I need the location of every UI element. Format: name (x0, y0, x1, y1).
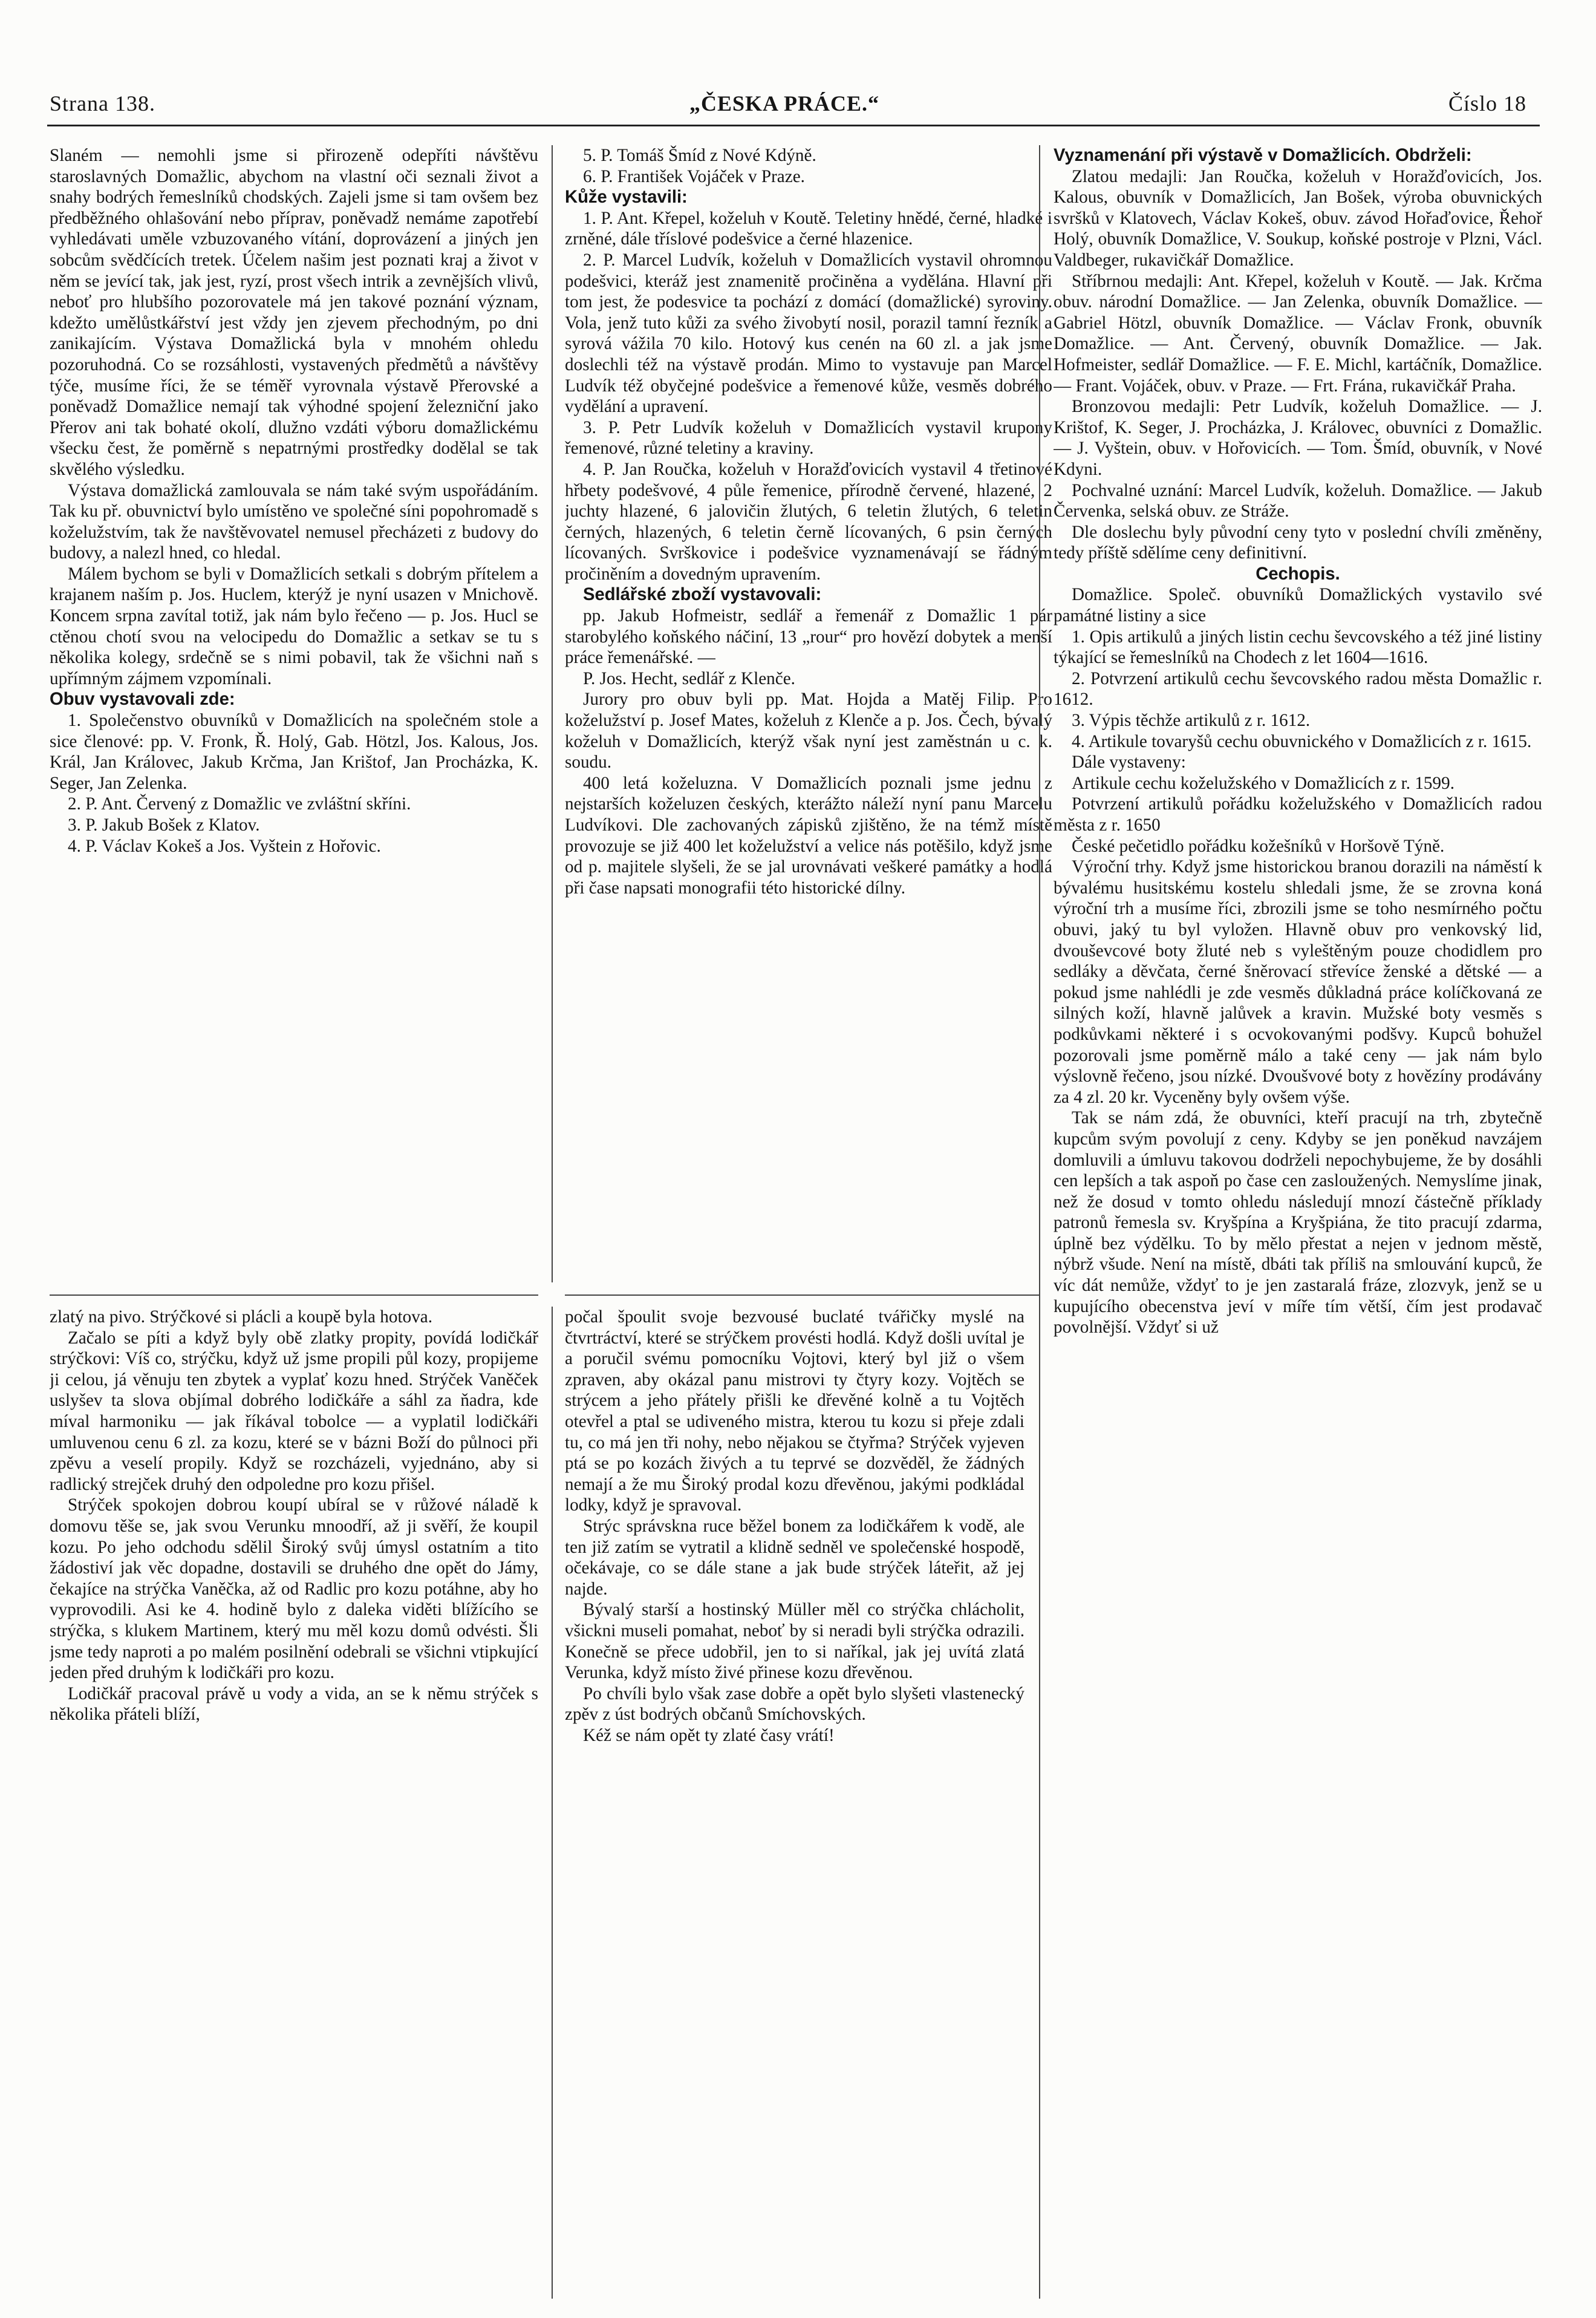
paragraph: Dle doslechu byly původní ceny tyto v poslední chvíli změněny, tedy příště sdělíme ceny definitivní. (1054, 522, 1542, 563)
paragraph: Bývalý starší a hostinský Müller měl co strýčka chlácholit, všickni museli pomahat, neboť by si neradi byli strýčka odrazili. Konečně se přece udobřil, jen to si naříkal, jak jej uvítá zlatá Verunka, když místo živé přinese kozu dřevěnou. (565, 1600, 1024, 1683)
subheading: Dále vystaveny: (1072, 753, 1186, 772)
list-item: 1. P. Ant. Křepel, koželuh v Koutě. Teletiny hnědé, černé, hladké i zrněné, dále tříslové podešvice a černé hlazenice. (565, 208, 1052, 249)
list-item: 6. P. František Vojáček v Praze. (583, 166, 805, 186)
paragraph: Po chvíli bylo však zase dobře a opět bylo slyšeti vlastenecký zpěv z úst bodrých občanů Smíchovských. (565, 1683, 1024, 1725)
section-rule (565, 1294, 1039, 1296)
paragraph: Lodičkář pracoval právě u vody a vida, an se k němu strýček s několika přáteli blíží, (50, 1683, 538, 1725)
paragraph: pp. Jakub Hofmeistr, sedlář a řemenář z Domažlic 1 pár starobylého koňského náčiní, 13 „rour“ pro hovězí dobytek a menší práce řemenářské. — (565, 606, 1052, 668)
header-rule (47, 125, 1540, 126)
list-item: 2. P. Ant. Červený z Domažlic ve zvláštní skříni. (68, 794, 411, 814)
list-item: 2. P. Marcel Ludvík, koželuh v Domažlicích vystavil ohromnou podešvici, kteráž jest znamenitě pročiněna a vydělána. Hlavní při tom jest, že podesvice ta pochází z domácí (domažlické) syroviny. Vola, jenž tuto kůži za svého živobytí nosil, porazil tamní řezník a syrová vážila 70 kilo. Hotový kus cenén na 60 zl. a jak jsme doslechli též na výstavě prodán. Mimo to vystavuje pan Marcel Ludvík též obyčejné podešvice a řemenové kůže, vesměs dobrého vydělání a upravení. (565, 250, 1052, 417)
top-left-column (50, 145, 538, 1282)
list-item: 1. Opis artikulů a jiných listin cechu ševcovského a též jiné listiny týkající se řemeslníků na Chodech z let 1604—1616. (1054, 627, 1542, 668)
list-item: České pečetidlo pořádku kožešníků v Horšově Týně. (1072, 836, 1445, 856)
paragraph: Málem bychom se byli v Domažlicích setkali s dobrým přítelem a krajanem naším p. Jos. Huclem, kterýž je nyní usazen v Mnichově. Koncem srpna zavítal totiž, jak nám bylo řečeno — p. Jos. Hucl se ctěnou chotí svou na velocipedu do Domažlic a setkav se tu s několika kolegy, srdečně se s nimi pobavil, tak že všichni naň s upřímným zájmem vzpomínali. (50, 564, 538, 688)
bottom-middle-column (565, 1307, 1024, 2299)
section-heading: Obuv vystavovali zde: (50, 690, 235, 710)
paragraph: počal špoulit svoje bezvousé buclaté tvářičky myslé na čtvrtráctví, které se strýčkem provésti hodlá. Když došli uvítal je a poručil svému pomocníku Vojtovi, který byl již o všem zpraven, aby okázal panu mistrovi ty čtyry kozy. Vojtěch se strýcem a jeho přátely přišli ke dřevěné kolně a tu Vojtěch otevřel a ptal se udiveného mistra, kterou tu kozu si přeje zdali tu, co má jen tři nohy, nebo nějakou se čtyřma? Strýček vyjeven ptá se po kozách živých a tu teprvé se dozvěděl, že žádných nemají a že mu Široký prodal kozu dřevěnou, jakými podkládal lodky, když je spravoval. (565, 1307, 1024, 1515)
paragraph: Kéž se nám opět ty zlaté časy vrátí! (583, 1725, 835, 1745)
paragraph: Bronzovou medajli: Petr Ludvík, koželuh Domažlice. — J. Krištof, K. Seger, J. Procházka, J. Královec, obuvníci z Domažlic. — J. Vyštein, obuv. v Hořovicích. — Tom. Šmíd, obuvník, v Nové Kdyni. (1054, 397, 1542, 479)
section-heading: Kůže vystavili: (565, 188, 688, 207)
column-rule (552, 145, 553, 1282)
issue-number: Číslo 18 (1448, 91, 1527, 116)
list-item: 4. Artikule tovaryšů cechu obuvnického v Domažlicích z r. 1615. (1072, 731, 1532, 751)
list-item: 2. Potvrzení artikulů cechu ševcovského radou města Domažlic r. 1612. (1054, 668, 1542, 710)
paragraph: Strýc správskna ruce běžel bonem za lodičkářem k vodě, ale ten již zatím se vytratil a klidně sedněl ve společenské hospodě, očekávaje, co se dále stane a jak bude strýček láteřit, až jej najde. (565, 1516, 1024, 1599)
paragraph: Jurory pro obuv byli pp. Mat. Hojda a Matěj Filip. Pro koželužství p. Josef Mates, koželuh z Klenče a p. Jos. Čech, bývalý koželuh v Domažlicích, kterýž však nyní jest zaměstnán u c. k. soudu. (565, 690, 1052, 772)
list-item: 3. P. Jakub Bošek z Klatov. (68, 815, 260, 835)
section-heading: Sedlářské zboží vystavovali: (583, 585, 822, 605)
paragraph: Výroční trhy. Když jsme historickou branou dorazili na náměstí k bývalému husitskému kostelu shledali jsme, že se zrovna koná výroční trh a musíme říci, zbrozili jsme se toho nesmírného počtu obuvi, jaký tu byl vyložen. Hlavně obuv pro venkovský lid, dvouševcové boty žluté neb s vyleštěným pouze chodidlem pro sedláky a děvčata, černé šněrovací střevíce ženské a dětské — a pokud jsme nahlédli je zde vesměs důkladná práce kolíčkovaná ze silných koží, hlavně jalůvek a kravin. Mužské boty vesměs s podkůvkami některé i s ocvokovanými podšvy. Kupců bohužel pozorovali jsme poměrně málo a také ceny — jak nám bylo výslovně řečeno, jsou nízké. Dvoušvové boty z hovězíny prodávány za 4 zl. 20 kr. Vyceněny byly ovšem výše. (1054, 857, 1542, 1107)
paragraph: Tak se nám zdá, že obuvníci, kteří pracují na trh, zbytečně kupcům svým povolují z ceny. Kdyby se jen poněkud navzájem domluvili a úmluvu takovou dodrželi nepochybujeme, že by dosáhli cen lepších a tak aspoň po čase cen zasloužených. Nemyslíme jinak, než že dosud v tomto ohledu následují mnozí částečně příklady patronů řemesla sv. Kryšpína a Kryšpiána, že tito pracují zdarma, úplně bez výdělku. To by mělo přestat a nejen v jednom městě, nýbrž všude. Není na místě, dbáti tak příliš na smlouvání kupců, že víc dát nemůže, vždyť to je jen zastaralá fráze, zlozvyk, jenž se u kupujícího obecenstva jeví v míře tím větší, čím jest prodavač povolnější. Vždyť si už (1054, 1108, 1542, 1337)
paragraph: Výstava domažlická zamlouvala se nám také svým uspořádáním. Tak ku př. obuvnictví bylo umístěno ve společné síni popohromadě s koželužstvím, tak že navštěvovatel nemusel přecházeti z budovy do budovy, a nalezl hned, co hledal. (50, 480, 538, 563)
paragraph: Strýček spokojen dobrou koupí ubíral se v růžové náladě k domovu těše se, jak svou Verunku mnoodří, až ji svěří, že koupil kozu. Po jeho odchodu sdělil Široký svůj úmysl ostatním a tito žádostiví jak věc dopadne, dostavili se druhého dne opět do Jámy, čekajíce na strýčka Vaněčka, až od Radlic pro kozu potáhne, aby ho vyprovodili. Asi ke 4. hodině bylo z daleka viděti blížícího se strýčka, s klukem Martinem, který mu měl kozu domů odvésti. Šli jsme tedy naproti a po malém posilnění odebrali se všichni vtipkující jeden před druhým k lodičkáři pro kozu. (50, 1495, 538, 1683)
bottom-left-column (50, 1307, 538, 2299)
masthead-title: „ČESKA PRÁCE.“ (689, 91, 880, 116)
paragraph: Domažlice. Společ. obuvníků Domažlických vystavilo své památné listiny a sice (1054, 585, 1542, 626)
paragraph: Zlatou medajli: Jan Roučka, koželuh v Horažďovicích, Jos. Kalous, obuvník v Domažlicích, Jan Bošek, výroba obuvnických svršků v Klatovech, Václav Kokeš, obuv. závod Hořaďovice, Řehoř Holý, obuvník Domažlice, V. Soukup, koňské postroje v Plzni, Václ. Valdbeger, rukavičkář Domažlice. (1054, 166, 1542, 270)
list-item: 3. P. Petr Ludvík koželuh v Domažlicích vystavil krupony řemenové, různé teletiny a kraviny. (565, 417, 1052, 459)
list-item: Artikule cechu koželužského v Domažlicích z r. 1599. (1072, 773, 1454, 793)
right-column (1054, 145, 1542, 2299)
section-rule (50, 1294, 538, 1296)
list-item: 1. Společenstvo obuvníků v Domažlicích na společném stole a sice členové: pp. V. Fronk, Ř. Holý, Gab. Hötzl, Jos. Kalous, Jos. Král, Jan Královec, Jakub Krčma, Jan Krištof, Jan Procházka, K. Seger, Jan Zelenka. (50, 711, 538, 793)
section-heading: Cechopis. (1256, 564, 1340, 584)
list-item: 3. Výpis těchže artikulů z r. 1612. (1072, 711, 1311, 731)
paragraph: P. Jos. Hecht, sedlář z Klenče. (583, 668, 795, 688)
paragraph: Slaném — nemohli jsme si přirozeně odepříti návštěvu staroslavných Domažlic, abychom na vlastní oči seznali život a snahy bodrých řemeslníků chodských. Zajeli jsme si tam ovšem bez předběžného ohlašování nebo příprav, poněvadž nemáme zapotřebí vyhledávati uměle vzbuzovaného vítání, doprovázení a jiných jen sobcům svědčících tretek. Účelem našim jest poznati kraj a život v něm se jevící tak, jak jest, ryzí, prost všech intrik a zevnějších vlivů, neboť pro hlubšího pozorovatele má jen takové poznání význam, kdežto umělůstkářství jest vždy jen zjevem přechodným, po dni zanikajícím. Výstava Domažlická byla v mnohém ohledu pozoruhodná. Co se rozsáhlosti, vystavených předmětů a návštěvy týče, musíme říci, že se téměř vyrovnala výstavě Přerovské a poněvadž Domažlice nemají tak výhodné spojení železniční jako Přerov ani tak bohaté okolí, dlužno vzdáti výboru domažlickému všecku čest, že poměrně s nepatrnými prostředky dodělal se tak skvělého výsledku. (50, 146, 538, 479)
section-heading: Vyznamenání při výstavě v Domažlicích. Obdrželi: (1054, 146, 1472, 165)
paragraph: Pochvalné uznání: Marcel Ludvík, koželuh. Domažlice. — Jakub Červenka, selská obuv. ze Stráže. (1054, 480, 1542, 521)
paragraph: 400 letá koželuzna. V Domažlicích poznali jsme jednu z nejstarších koželuzen českých, kterážto náleží nyní panu Marcelu Ludvíkovi. Dle zachovaných zápisků zjištěno, že na témž místě provozuje se již 400 let koželužství a velice nás potěšilo, když jsme od p. majitele slyšeli, že se jal urovnávati veškeré památky a hodlá při čase napsati monografii této historické dílny. (565, 773, 1052, 898)
list-item: 4. P. Jan Roučka, koželuh v Horažďovicích vystavil 4 třetinové hřbety podešvové, 4 půle řemenice, přírodně červené, hlazené, 2 juchty hlazené, 6 jalovičin žlutých, 6 teletin žlutých, 6 teletin černých, hlazených, 6 teletin černě lícovaných, 6 psin černých lícovaných. Svrškovice i podešvice vyznamenávají se řádným pročiněním a dovedným upravením. (565, 459, 1052, 584)
list-item: 4. P. Václav Kokeš a Jos. Vyštein z Hořovic. (68, 836, 381, 856)
top-middle-column (565, 145, 1052, 1282)
page-number: Strana 138. (50, 91, 155, 116)
column-rule (1039, 145, 1040, 2299)
column-rule (552, 1307, 553, 2299)
paragraph: zlatý na pivo. Strýčkové si plácli a koupě byla hotova. (50, 1307, 433, 1327)
paragraph: Stříbrnou medajli: Ant. Křepel, koželuh v Koutě. — Jak. Krčma obuv. národní Domažlice. — Jan Zelenka, obuvník Domažlice. — Gabriel Hötzl, obuvník Domažlice. — Václav Fronk, obuvník Domažlice. — Ant. Červený, obuvník Domažlice. — Jak. Hofmeister, sedlář Domažlice. — F. E. Michl, kartáčník, Domažlice. — Frant. Vojáček, obuv. v Praze. — Frt. Frána, rukavičkář Praha. (1054, 271, 1542, 396)
paragraph: Začalo se píti a když byly obě zlatky propity, povídá lodičkář strýčkovi: Víš co, strýčku, když už jsme propili půl kozy, propijeme ji celou, já věnuju ten zbytek a vyplať kozu hned. Strýček Vaněček uslyšev ta slova objímal dobrého lodičkáře a sáhl za ňadra, kde míval harmoniku — jak říkával tobolce — a vyplatil lodičkáři umluvenou cenu 6 zl. za kozu, které se v bázni Boží do půlnoci při zpěvu a veselí propily. Když se rozcházeli, vyjednáno, aby si radlický strejček druhý den odpoledne pro kozu přišel. (50, 1328, 538, 1494)
list-item: Potvrzení artikulů pořádku koželužského v Domažlicích radou města z r. 1650 (1054, 794, 1542, 835)
list-item: 5. P. Tomáš Šmíd z Nové Kdýně. (583, 146, 816, 165)
